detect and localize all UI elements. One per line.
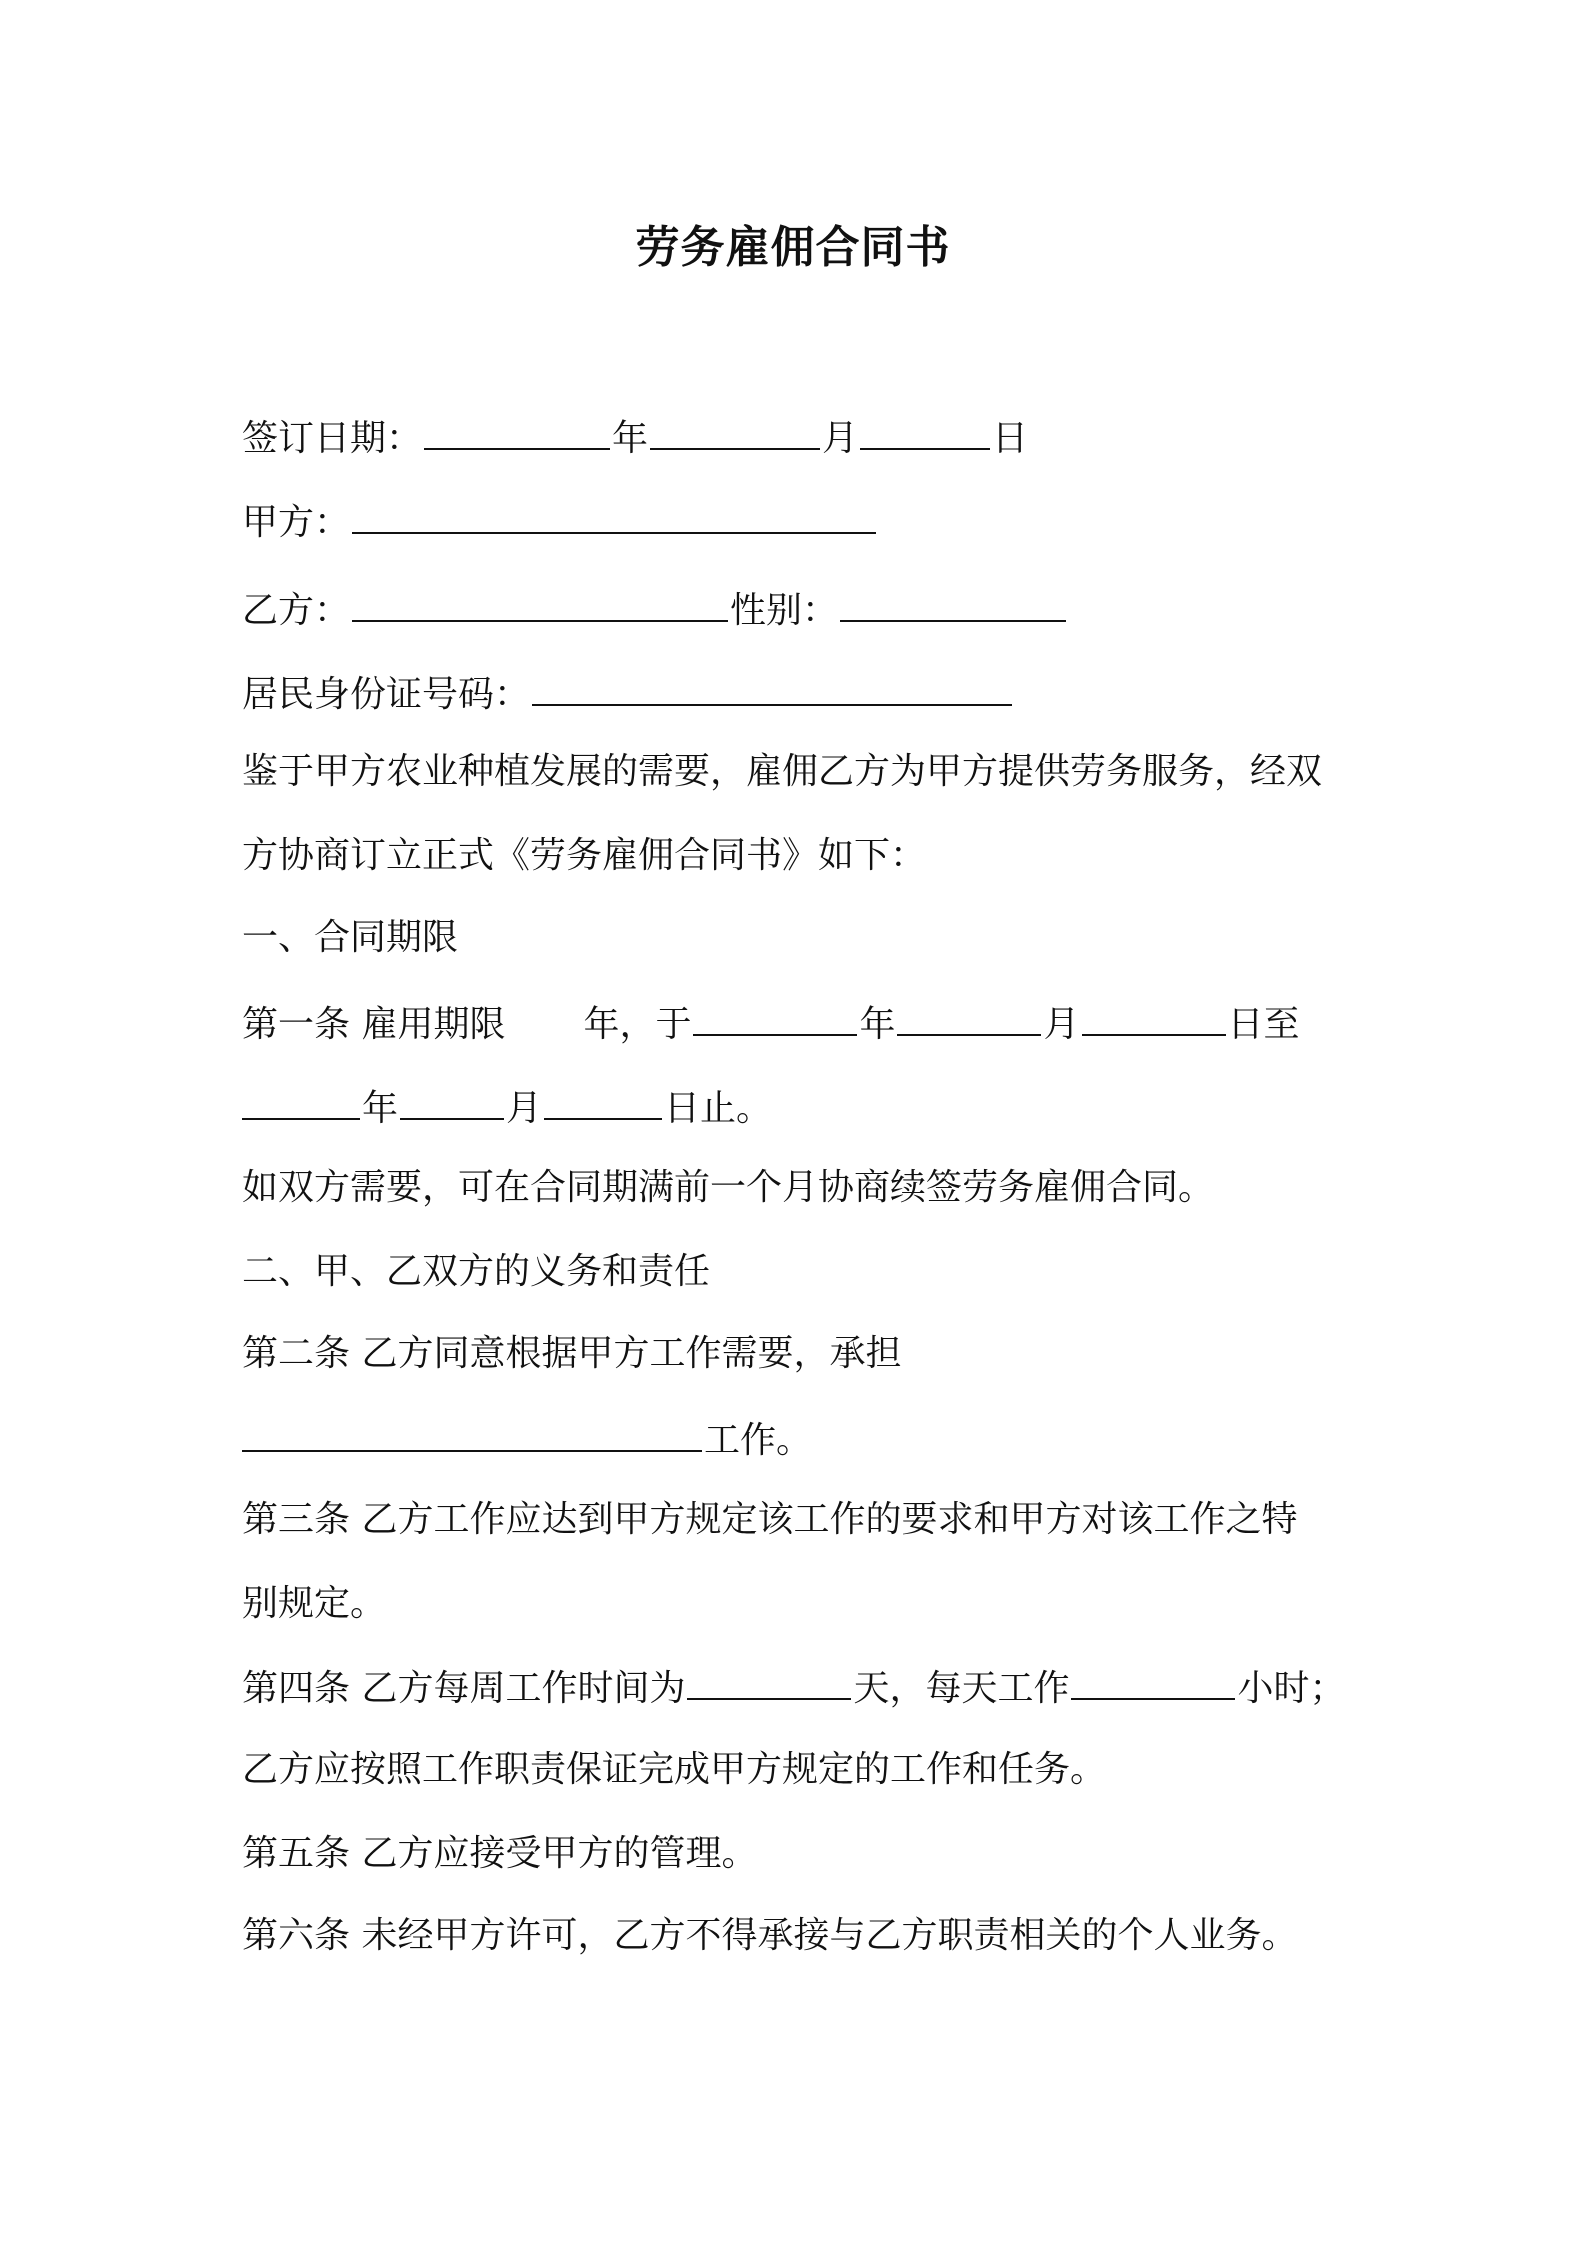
sign-date-line [242,412,1028,463]
article-4-line-1 [242,1662,1345,1713]
preamble-line-2: 方协商订立正式《劳务雇佣合同书》如下： [242,835,927,876]
party-b-blank[interactable] [352,584,728,622]
article-2-line-1: 第二条 乙方同意根据甲方工作需要，承担 [242,1333,902,1374]
party-b-label: 乙方： [242,590,351,631]
article-3-line-2: 别规定。 [242,1583,387,1624]
article-1-d-to: 日至 [1227,1004,1300,1045]
document-title: 劳务雇佣合同书 [635,222,951,273]
id-number-line [242,668,1014,719]
party-a-label: 甲方： [242,502,351,543]
article-1-line-1 [242,998,1300,1049]
section-2-heading: 二、甲、乙双方的义务和责任 [242,1251,711,1292]
sign-year-blank[interactable] [424,412,610,450]
sign-day-blank[interactable] [860,412,990,450]
gender-label: 性别： [730,590,839,631]
id-number-label: 居民身份证号码： [242,674,531,715]
article-1-start-year-blank[interactable] [693,998,857,1036]
gender-blank[interactable] [840,584,1066,622]
article-2-suffix: 工作。 [704,1420,813,1461]
article-2-work-blank[interactable] [242,1414,702,1452]
party-a-line [242,496,878,547]
preamble-line-1: 鉴于甲方农业种植发展的需要，雇佣乙方为甲方提供劳务服务，经双 [242,751,1323,792]
article-1-y2: 年 [362,1088,399,1129]
article-4-days-blank[interactable] [687,1662,851,1700]
article-1-start-month-blank[interactable] [897,998,1041,1036]
id-number-blank[interactable] [532,668,1012,706]
article-1-line-2 [242,1082,772,1133]
sign-day-word: 日 [992,418,1029,459]
renewal-line: 如双方需要，可在合同期满前一个月协商续签劳务雇佣合同。 [242,1167,1215,1208]
article-1-d-end: 日止。 [664,1088,773,1129]
article-5-line: 第五条 乙方应接受甲方的管理。 [242,1833,758,1874]
article-1-end-day-blank[interactable] [544,1082,662,1120]
article-2-line-2 [242,1414,812,1465]
article-4-hours: 小时； [1237,1668,1346,1709]
party-b-line [242,584,1068,635]
sign-date-label: 签订日期： [242,418,423,459]
article-1-end-year-blank[interactable] [242,1082,360,1120]
article-1-year-word: 年，于 [583,1004,692,1045]
article-4-prefix: 第四条 乙方每周工作时间为 [242,1668,686,1709]
sign-year-word: 年 [612,418,649,459]
article-1-start-day-blank[interactable] [1082,998,1226,1036]
article-6-line: 第六条 未经甲方许可，乙方不得承接与乙方职责相关的个人业务。 [242,1915,1298,1956]
article-3-line-1: 第三条 乙方工作应达到甲方规定该工作的要求和甲方对该工作之特 [242,1499,1298,1540]
section-1-heading: 一、合同期限 [242,917,459,958]
article-4-line-2: 乙方应按照工作职责保证完成甲方规定的工作和任务。 [242,1749,1107,1790]
party-a-blank[interactable] [352,496,876,534]
sign-month-blank[interactable] [650,412,820,450]
article-1-m: 月 [1043,1004,1080,1045]
article-1-end-month-blank[interactable] [400,1082,504,1120]
article-1-prefix: 第一条 雇用期限 [242,1004,506,1045]
article-1-m2: 月 [506,1088,543,1129]
sign-month-word: 月 [822,418,859,459]
article-4-hours-blank[interactable] [1071,1662,1235,1700]
article-4-days: 天，每天工作 [853,1668,1070,1709]
article-1-y: 年 [859,1004,896,1045]
